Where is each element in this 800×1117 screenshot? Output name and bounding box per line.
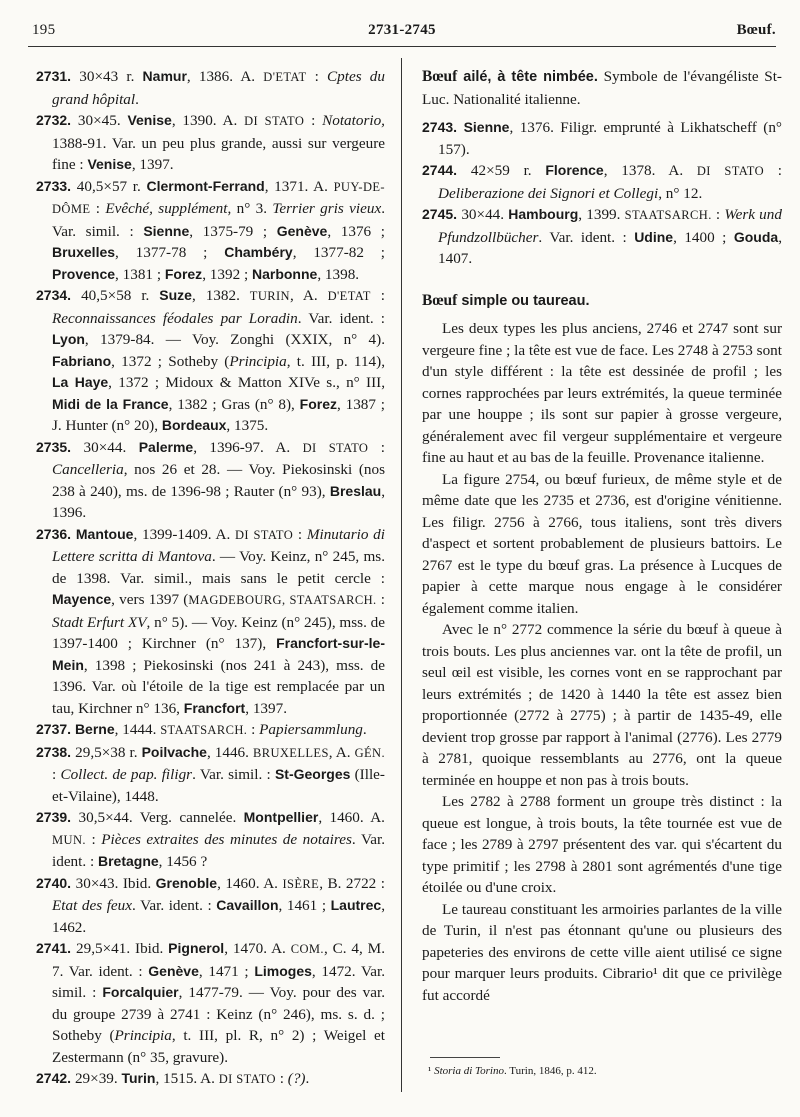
source-title: Stadt Erfurt XV [52,613,147,631]
entry-text: : [293,525,307,543]
entry-number: 2731. [36,68,80,84]
source-title: Werk und Pfundzollbücher [438,206,782,246]
entry-text: , 1387 ; J. Hunter (n° 20), [52,395,385,434]
section-title-word: Bœuf [422,291,458,309]
entry-number: 2743. [422,119,464,135]
entry-text: : [247,721,260,738]
place-name: Lyon [52,331,85,347]
entry-text: , A. [290,287,328,304]
entry-text: , 1515. A. [155,1070,219,1087]
archive-name: DI STATO [218,1072,276,1086]
source-title: Notatorio, [322,112,385,129]
entry-number: 2745. [422,206,462,222]
entry-text: , 1376 ; [327,222,385,240]
place-name: Limoges [254,962,312,979]
entry-text: , 1396. [52,482,385,521]
entry-text: : [370,287,385,304]
footnote-mark: ¹ [428,1065,432,1077]
page-number: 195 [32,22,56,38]
archive-name: D'ETAT [263,70,307,84]
archive-name: MAGDEBOURG, STAATSARCH. [188,593,377,607]
entry-text: , 1386. A. [186,68,264,85]
footnote-title: Storia di Torino [434,1065,504,1077]
entry-text: , 1396-97. A. [193,438,303,456]
catalog-entry [36,285,385,437]
right-column [422,66,782,1006]
place-name: Midi de la France [52,395,169,412]
commentary [422,318,782,1006]
place-name: Francfort-sur-le-Mein [52,635,385,673]
source-title: Pièces extraites des minutes de notaires [101,830,352,848]
archive-name: PUY-DE-DÔME [52,179,385,216]
section-description: Symbole de l'évangéliste St-Luc. Nationalité italienne. [422,68,782,108]
entry-text: , 1456 ? [158,853,208,870]
entry-text: , n° 12. [658,184,703,202]
catalog-entry [422,160,782,204]
entry-text: . Var. ident. : [52,830,385,870]
place-name: Genève [148,962,199,979]
archive-name: GÉN. [354,745,385,760]
entry-text: 29,5×41. Ibid. [76,940,169,957]
catalog-entry [36,742,385,808]
entry-text: , B. 2722 : [319,874,385,892]
place-name: Forez [299,395,337,412]
place-name: Namur [142,68,187,84]
catalog-entry [36,807,385,873]
catalog-entry [36,719,385,742]
source-title: Terrier gris vieux [272,200,382,217]
entry-range: 2731-2745 [368,22,436,38]
entry-text: , 1460. A. [217,874,283,892]
entry-text: , n° 3. [227,200,273,217]
catalog-entry [36,524,385,720]
entry-text: , 1375-79 ; [189,222,277,240]
catalog-entry [422,204,782,270]
footnote [428,1064,778,1078]
entry-text: 1388-91. Var. un peu plus grande, aussi sur vergeure fine : [52,134,385,173]
source-title: Papiersammlung [259,721,363,738]
place-name: Montpellier [243,809,319,825]
entry-text: , n° 5). — Voy. Keinz (n° 245), mss. de 1397-1400 ; Kirchner (n° 137), [52,613,386,652]
entry-text: 30×43. Ibid. [75,874,156,892]
entry-text: , 1472. Var. simil. : [52,962,386,1001]
archive-name: DI STATO [244,114,305,128]
entry-text: , 1377-82 ; [292,244,386,261]
entry-text: 40,5×57 r. [76,177,147,195]
entry-text: . [135,90,139,108]
entry-text: : [711,206,725,223]
commentary-paragraph: Avec le n° 2772 commence la série du bœuf à queue à trois bouts. Les plus anciennes var. ont la tête de profil, un seul œil est visible, les cornes vont en se rapprochant par leurs extrémités ; de 1420 à 1440 la tête est assez bien proportionnée (2772 à 2775) ; à partir de 1435-49, elle devient trop grosse par rapport à l'animal (2776). Les 2779 à 2781, quoique ressemblants au 2776, ont la queue terminée en houppe et non pas à trois bouts. [422,621,782,789]
section-title-winged-ox [422,66,782,111]
place-name: Genève [276,222,328,239]
entry-text: . Var. simil. : [52,200,385,240]
entry-text: 30×43 r. [79,68,143,85]
source-title: (?) [287,1070,306,1087]
entry-text: , 1399-1409. A. [133,525,235,543]
entry-number: 2734. [36,287,82,303]
entry-text: , nos 26 et 28. — Voy. Piekosinski (nos 238 à 240), ms. de 1396-98 ; Rauter (n° 93), [52,461,385,500]
archive-name: MUN. [52,832,86,847]
source-title: Minutario di Lettere scritta di Mantova [52,525,385,565]
entry-text: . Var. ident. : [132,897,217,914]
archive-name: D'ETAT [327,289,371,303]
entry-text: , 1376. Filigr. emprunté à Likhatscheff (n° 157). [438,119,782,158]
left-column [36,66,385,1091]
archive-name: DI STATO [235,527,294,542]
place-name: Palerme [138,438,194,455]
catalog-entry [36,1068,385,1091]
place-name: Francfort [183,699,246,716]
footnote-text: . Turin, 1846, p. 412. [503,1065,597,1077]
entry-text: : [368,438,385,456]
place-name: Bretagne [97,853,159,869]
entry-text: 30×44. [83,438,139,456]
entry-text: , 1372 ; Sotheby ( [111,352,230,370]
entry-text: , 1477-79. — Voy. pour des var. du groupe 2739 à 2741 : Keinz (n° 246), ms. s. d. ; Sotheby ( [52,984,385,1044]
entry-text: , 1382 ; Gras (n° 8), [168,395,300,413]
entry-text: . Var. ident. : [538,228,635,246]
entry-text: , 1446. [206,743,253,761]
catalog-entry [36,66,385,110]
place-name: Narbonne [251,265,318,282]
entry-number: 2741. [36,940,77,956]
entry-number: 2738. [36,743,76,760]
entry-text: , 1397. [131,156,174,173]
section-title-rest: ailé, à tête nimbée. [457,69,598,85]
place-name: Venise [87,156,132,172]
source-title: Principia [229,352,287,370]
entry-text: , 1382. [191,287,250,304]
entry-text: , 1381 ; [115,265,165,283]
entry-text: 29×39. [74,1070,122,1087]
archive-name: STAATSARCH. [160,723,248,737]
entry-text: : [306,68,328,85]
place-name: Mantoue [75,525,134,542]
running-head: Bœuf. [736,22,776,38]
entry-text: . Var. ident. : [297,309,385,327]
archive-name: DI STATO [302,440,369,455]
source-title: Collect. de pap. filigr [60,766,193,783]
entry-text: , 1470. A. [224,940,291,957]
catalog-entry [36,176,385,286]
source-title: Etat des feux [52,897,132,914]
place-name: Pignerol [168,940,225,956]
archive-name: STAATSARCH. [624,208,712,222]
place-name: La Haye [52,374,109,390]
place-name: Bordeaux [161,417,227,433]
entry-number: 2742. [36,1070,75,1086]
entry-number: 2739. [36,809,79,825]
entry-text: , t. III, pl. R, n° 2) ; Weigel et Zestermann (n° 35, gravure). [52,1027,385,1066]
catalog-entry [36,873,385,939]
entry-text: : [376,591,385,608]
place-name: Mayence [52,591,112,607]
entry-text: : [90,200,106,217]
place-name: Bruxelles [52,244,116,260]
commentary-paragraph: La figure 2754, ou bœuf furieux, de même style et de même date que les 2735 et 2736, est d'origine vénitienne. Les filigr. 2756 à 2766, tous italiens, sont très divers d'aspect et sortent probablement de plusieurs battoirs. Le 2767 est le type du bœuf gras. La présence à Lucques de papier à cette marque nous engage à le considérer également comme italien. [422,470,782,617]
archive-name: TURIN [249,289,290,303]
entry-text: , 1379-84. — Voy. Zonghi (XXIX, n° 4). [84,331,385,348]
entry-text: 30×44. [461,206,509,223]
catalog-entry [422,117,782,160]
entry-text: . [305,1070,310,1087]
entry-text: , 1390. A. [171,112,245,129]
entry-text: , 1444. [114,721,161,738]
entry-text: : [85,830,102,848]
entry-text: , t. III, p. 114), [286,352,386,370]
page-header [28,16,776,48]
column-divider [401,58,402,1092]
place-name: Venise [127,112,172,128]
section-title-rest: simple ou taureau. [457,292,590,309]
entry-text: , C. 4, M. 7. Var. ident. : [52,940,385,980]
section-title-word: Bœuf [422,68,458,85]
archive-name: BRUXELLES [252,745,329,760]
entry-text: , 1398. [317,265,360,283]
place-name: Forcalquier [102,984,179,1000]
entry-text: 30×45. [77,112,128,129]
entry-text: : [304,112,323,129]
archive-name: ISÈRE [282,876,320,891]
place-name: Provence [52,265,116,282]
place-name: Clermont-Ferrand [146,177,265,194]
entry-text: 29,5×38 r. [75,743,142,761]
entry-number: 2735. [36,438,84,455]
source-title: Cptes du grand hôpital [52,68,385,108]
place-name: Chambéry [224,244,293,260]
source-title: Principia [114,1027,172,1044]
place-name: Sienne [463,119,510,135]
entry-number: 2744. [422,162,471,178]
place-name: Forez [164,265,203,282]
entry-text: : [764,162,782,179]
entry-text: 30,5×44. Verg. cannelée. [78,809,244,826]
archive-name: COM. [290,942,324,956]
right-entries [422,117,782,270]
entry-number: 2736. [36,525,76,542]
catalog-entry [36,437,385,524]
entry-text: , 1392 ; [202,265,252,283]
catalog-entry [36,110,385,176]
place-name: Udine [634,228,674,245]
entry-text: . — Voy. Keinz, n° 245, ms. de 1398. Var. simil., mais sans le petit cercle : [52,548,385,587]
entry-text: 42×59 r. [470,162,546,179]
entry-text: , 1471 ; [198,962,255,980]
entry-text: . Var. simil. : [192,766,275,783]
place-name: Turin [121,1070,156,1086]
entry-number: 2732. [36,112,78,128]
place-name: Suze [159,287,192,303]
entry-text: , 1400 ; [673,228,734,246]
place-name: Cavaillon [216,897,279,913]
place-name: Grenoble [155,874,218,891]
commentary-paragraph: Les deux types les plus anciens, 2746 et 2747 sont sur vergeure fine ; la tête est vue de face. Les 2748 à 2753 sont d'un style différent : la tête est dessinée de profil ; les cornes rapprochées par leurs extrémités, la queue terminée par une houppe ; ils sont sur papier à grosse vergeure, généralement avec fil vergeur supplémentaire et vergeure fine au haut et au bas de la feuille. Provenance italienne. [422,320,782,466]
place-name: Hambourg [508,206,579,222]
place-name: Florence [545,162,604,178]
entry-text: , 1397. [245,699,287,717]
entry-text: , 1378. A. [603,162,697,179]
entry-text: , vers 1397 ( [111,591,189,608]
entry-text: , 1375. [226,417,269,434]
place-name: Breslau [329,482,382,499]
entry-number: 2737. [36,721,75,737]
entry-text: , A. [328,743,355,761]
source-title: Evêché, supplément [105,200,228,217]
source-title: Reconnaissances féodales par Loradin [52,309,298,327]
entry-text: , 1407. [438,228,782,267]
place-name: Lautrec [330,897,382,913]
entry-text: 40,5×58 r. [81,287,160,304]
entry-number: 2733. [36,177,77,194]
entry-text: , 1399. [578,206,625,223]
place-name: Gouda [733,228,779,245]
entry-text: , 1377-78 ; [115,244,225,261]
source-title: Cancelleria [52,461,124,478]
entry-text: , 1462. [52,897,385,936]
entry-text: : [275,1070,288,1087]
entry-text: , 1461 ; [278,897,331,914]
entry-text: , 1371. A. [264,177,334,195]
entry-text: , 1372 ; Midoux & Matton XIVe s., n° III, [108,374,385,391]
archive-name: DI STATO [696,164,765,178]
section-title-simple-ox [422,290,782,313]
place-name: St-Georges [274,766,351,782]
commentary-paragraph: Le taureau constituant les armoiries parlantes de la ville de Turin, il n'est pas étonnant qu'une ou plusieurs des papeteries des environs de cette ville aient utilisé ce signe pour marquer leurs produits. Cibrario¹ dit que ce privilège fut accordé [422,900,782,1004]
entry-text: . [362,721,367,738]
entry-text: , 1460. A. [318,809,385,826]
place-name: Sienne [143,222,190,239]
place-name: Berne [74,721,115,737]
commentary-paragraph: Les 2782 à 2788 forment un groupe très distinct : la queue est longue, à trois bouts, la tête tournée est vue de face ; les 2789 à 2797 présentent des var. qui s'écartent du type primitif ; les 2798 à 2801 sont agrémentés d'une tige étoilée ou d'une croix. [422,793,782,896]
catalog-entry [36,938,385,1068]
place-name: Poilvache [141,743,207,760]
entry-text: : [52,766,61,783]
entry-text: (Ille-et-Vilaine), 1448. [52,766,385,805]
entry-text: , 1398 ; Piekosinski (nos 241 à 243), mss. de 1396. Var. où l'étoile de la tige est remplacée par un tau, Kirchner n° 136, [52,656,385,717]
source-title: Deliberazione dei Signori et Collegi [438,184,659,202]
entry-number: 2740. [36,874,76,891]
header-rule [28,46,776,47]
place-name: Fabriano [52,352,112,369]
footnote-rule [430,1057,500,1058]
